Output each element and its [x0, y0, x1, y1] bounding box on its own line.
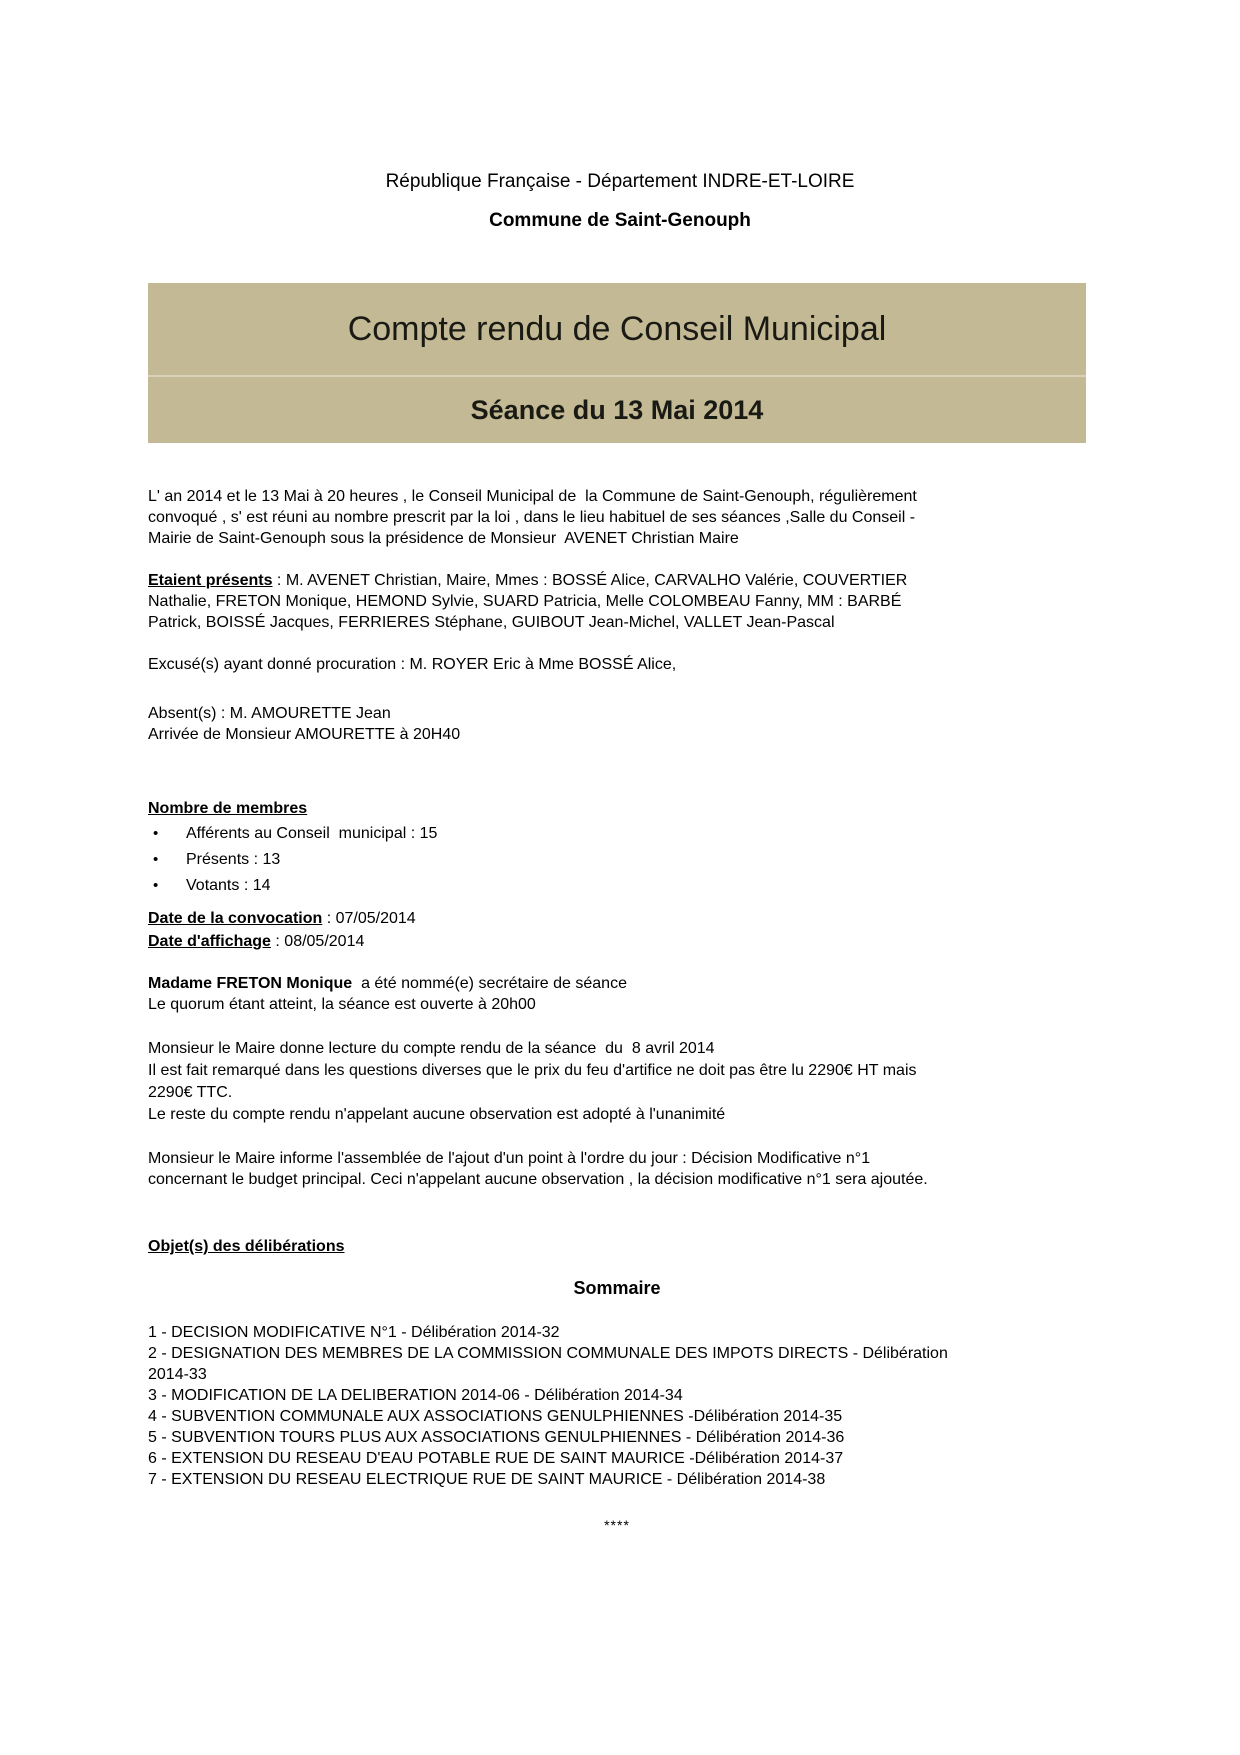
arrival-line: Arrivée de Monsieur AMOURETTE à 20H40 — [148, 726, 461, 743]
presents-line: Nathalie, FRETON Monique, HEMOND Sylvie, SUARD Patricia, Melle COLOMBEAU Fanny, MM : BARBÉ — [148, 593, 902, 610]
date-affichage-label: Date d'affichage — [148, 933, 271, 950]
bullet-icon: • — [153, 825, 159, 842]
member-item — [148, 823, 1086, 844]
agenda-line: concernant le budget principal. Ceci n'appelant aucune observation , la décision modificative n°1 sera ajoutée. — [148, 1171, 928, 1188]
secretary-text: a été nommé(e) secrétaire de séance — [352, 975, 627, 992]
secretary-name: Madame FRETON Monique — [148, 975, 353, 992]
minutes-line: Le reste du compte rendu n'appelant aucune observation est adopté à l'unanimité — [148, 1106, 726, 1123]
page-content — [148, 283, 1086, 1533]
agenda-line: Monsieur le Maire informe l'assemblée de l'ajout d'un point à l'ordre du jour : Décision Modificative n°1 — [148, 1150, 871, 1167]
members-list — [148, 823, 1086, 896]
absent-line: Absent(s) : M. AMOURETTE Jean — [148, 705, 391, 722]
member-item — [148, 875, 1086, 896]
header-line-republique: République Française - Département INDRE-ET-LOIRE — [385, 171, 855, 192]
date-convocation-label: Date de la convocation — [148, 910, 323, 927]
presents-line: Patrick, BOISSÉ Jacques, FERRIERES Stéphane, GUIBOUT Jean-Michel, VALLET Jean-Pascal — [148, 614, 835, 631]
sommaire-title: Sommaire — [573, 1278, 661, 1298]
excused-paragraph — [148, 654, 1086, 675]
intro-paragraph — [148, 486, 1086, 549]
excused-line: Excusé(s) ayant donné procuration : M. ROYER Eric à Mme BOSSÉ Alice, — [148, 656, 677, 673]
presents-line — [148, 570, 1086, 591]
sommaire-item: 7 - EXTENSION DU RESEAU ELECTRIQUE RUE DE SAINT MAURICE - Délibération 2014-38 — [148, 1471, 826, 1488]
date-affichage-value: : 08/05/2014 — [270, 933, 365, 950]
presents-text: : M. AVENET Christian, Maire, Mmes : BOSSÉ Alice, CARVALHO Valérie, COUVERTIER — [272, 572, 908, 589]
date-convocation-value: : 07/05/2014 — [322, 910, 416, 927]
title-banner — [148, 283, 1086, 443]
sommaire-item: 5 - SUBVENTION TOURS PLUS AUX ASSOCIATIONS GENULPHIENNES - Délibération 2014-36 — [148, 1429, 845, 1446]
deliberations-heading: Objet(s) des délibérations — [148, 1238, 345, 1255]
members-heading: Nombre de membres — [148, 800, 308, 817]
sommaire-item: 3 - MODIFICATION DE LA DELIBERATION 2014-06 - Délibération 2014-34 — [148, 1387, 683, 1404]
sommaire-item: 1 - DECISION MODIFICATIVE N°1 - Délibération 2014-32 — [148, 1324, 560, 1341]
member-item — [148, 849, 1086, 870]
secretary-paragraph — [148, 973, 1086, 1015]
minutes-line: Il est fait remarqué dans les questions diverses que le prix du feu d'artifice ne doit pas être lu 2290€ HT mais — [148, 1062, 917, 1079]
intro-line: L' an 2014 et le 13 Mai à 20 heures , le Conseil Municipal de la Commune de Saint-Genouph, régulièrement — [148, 488, 917, 505]
intro-line: convoqué , s' est réuni au nombre prescrit par la loi , dans le lieu habituel de ses séances ,Salle du Conseil - — [148, 509, 916, 526]
intro-line: Mairie de Saint-Genouph sous la présidence de Monsieur AVENET Christian Maire — [148, 530, 739, 547]
date-convocation — [148, 908, 1086, 929]
member-item-votants: Votants : 14 — [186, 877, 271, 894]
presents-label: Etaient présents — [148, 572, 273, 589]
banner-title: Compte rendu de Conseil Municipal — [347, 309, 887, 348]
sommaire-item: 6 - EXTENSION DU RESEAU D'EAU POTABLE RUE DE SAINT MAURICE -Délibération 2014-37 — [148, 1450, 844, 1467]
sommaire-item: 4 - SUBVENTION COMMUNALE AUX ASSOCIATIONS GENULPHIENNES -Délibération 2014-35 — [148, 1408, 843, 1425]
member-item-presents: Présents : 13 — [186, 851, 281, 868]
agenda-paragraph — [148, 1148, 1086, 1190]
banner-subtitle: Séance du 13 Mai 2014 — [470, 394, 764, 425]
date-affichage — [148, 931, 1086, 952]
absent-paragraph — [148, 703, 1086, 745]
sommaire-list — [148, 1322, 1086, 1490]
presents-paragraph — [148, 570, 1086, 633]
quorum-line: Le quorum étant atteint, la séance est ouverte à 20h00 — [148, 996, 536, 1013]
minutes-line: 2290€ TTC. — [148, 1084, 233, 1101]
footer-stars: **** — [604, 1517, 630, 1533]
bullet-icon: • — [153, 877, 159, 894]
member-item-afferents: Afférents au Conseil municipal : 15 — [186, 825, 438, 842]
minutes-line: Monsieur le Maire donne lecture du compte rendu de la séance du 8 avril 2014 — [148, 1040, 715, 1057]
dates-block — [148, 908, 1086, 952]
secretary-line — [148, 973, 1086, 994]
sommaire-item-wrap: 2014-33 — [148, 1366, 207, 1383]
bullet-icon: • — [153, 851, 159, 868]
header-line-commune: Commune de Saint-Genouph — [489, 210, 751, 231]
minutes-paragraph — [148, 1038, 1086, 1126]
sommaire-item: 2 - DESIGNATION DES MEMBRES DE LA COMMISSION COMMUNALE DES IMPOTS DIRECTS - Délibération — [148, 1345, 948, 1362]
